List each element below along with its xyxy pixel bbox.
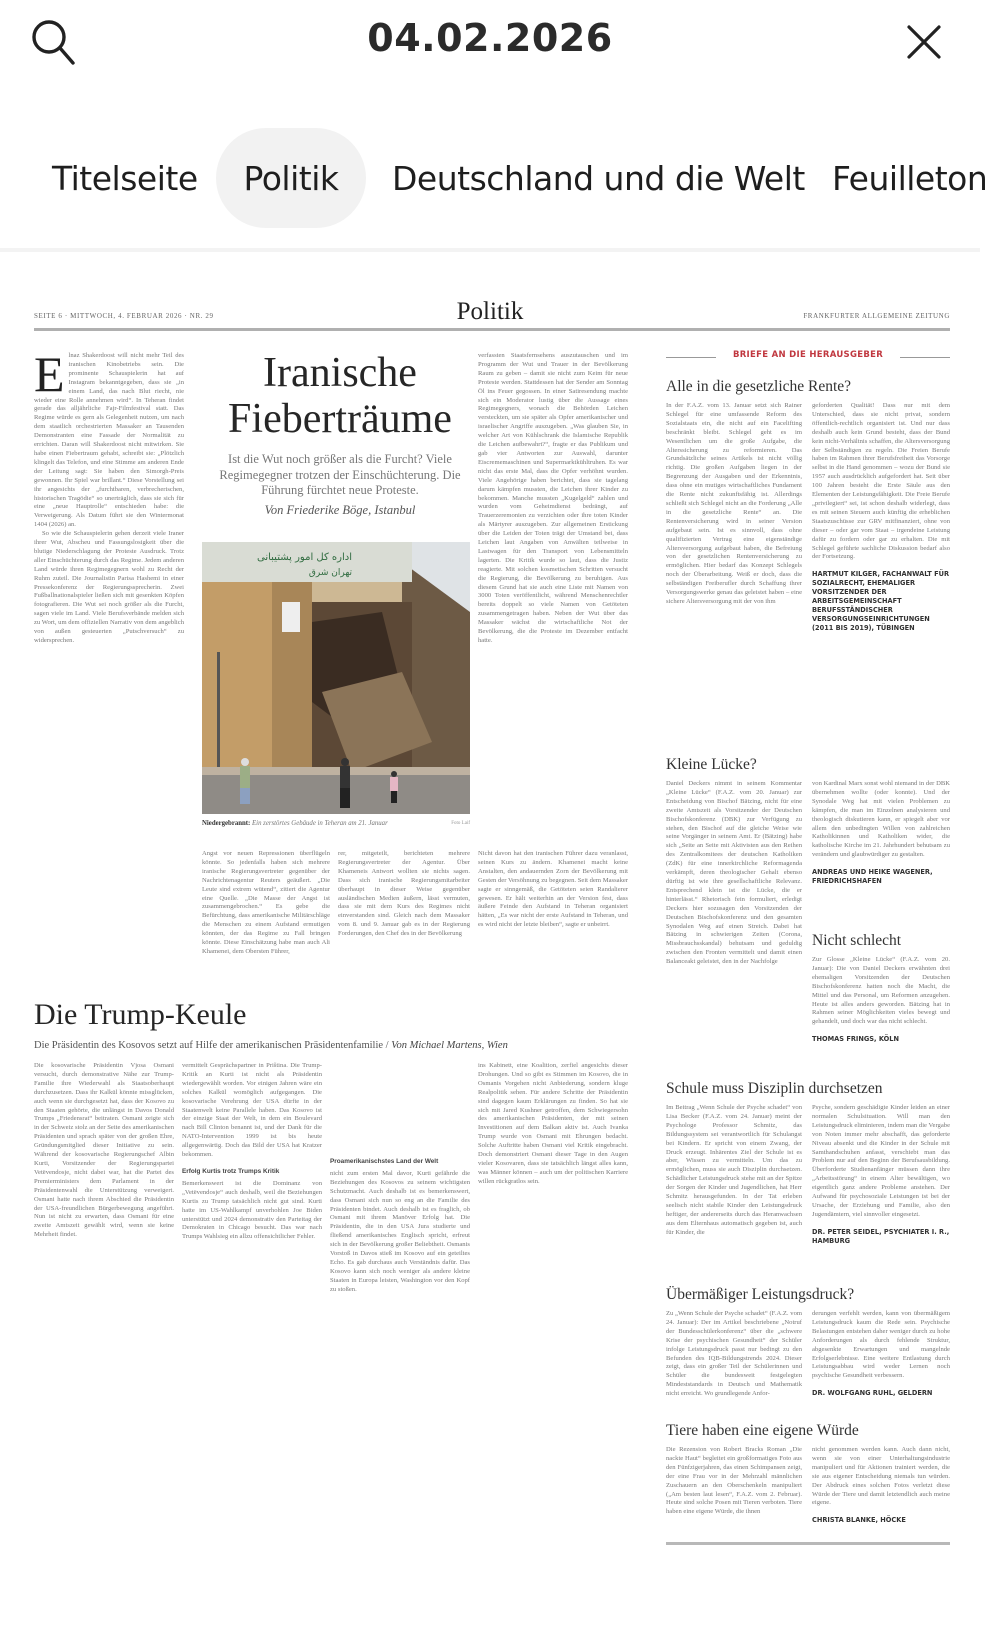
trump-column-2	[182, 1062, 322, 1617]
letter-luecke-text-a: Daniel Deckers nimmt in seinem Kommentar „Kleine Lücke“ (F.A.Z. vom 20. Januar) zur Entscheidung von Bischof Bätzing, nicht für eine zweite Amtszeit als Vorsitzender der Deutschen Bischofskonferenz (DBK) zur Verfügung zu stehen, den Bischof auf die gleiche Weise wie seine Vorgänger in seinem Amt. Er (Bätzing) habe sich „Seite an Seite mit Aktivisten aus den Reihen des Zentralkomitees der deutschen Katholiken (ZdK) für eine innerkirchliche Reformagenda verkämpft, deren theologischer Gehalt ebenso dürftig ist wie ihre gesellschaftliche Relevanz. Entsprechend klein ist die Lücke, die er hinterlässt.“ Rhetorisch fein formuliert, erledigt Deckers hier sozusagen den Vorsitzenden der Deutschen Bischofskonferenz und den gesamten Synodalen Weg auf einen Streich. Dabei hat Bätzing in schwierigen Zeiten (Corona, Missbrauchsskandal) behutsam und geduldig zwischen den Fronten vermittelt und damit einen Balanceakt geleistet, den in der Nachfolge	[666, 780, 802, 966]
letter-leistung-text-b: derungen verfehlt werden, kann von übermäßigem Leistungsdruck kaum die Rede sein. Psychische Belastungen entstehen daher weniger durch zu hohe Anforderungen als durch fehlende Struktur, abgesenkte Erwartungen und mangelnde Erfolgserlebnisse. Eine weitere Entlastung durch Leistungsabbau wird weder Lernen noch psychische Gesundheit verbessern.	[812, 1310, 950, 1380]
trump-col2-text: vermittelt Gesprächspartner in Priština. Die Trump-Kritik an Kurti ist nicht als Präsidentin wiedergewählt worden. Vor einigen Jahren wäre ein solches Kalkül womöglich aufgegangen. Die kosovarische Verehrung der USA dürfte in der Staatenwelt keine Parallele haben. Das Kosovo ist der einzige Staat der Welt, in dem ein Boulevard nach Bill Clinton benannt ist, und der Dank für die NATO-Intervention 1999 ist bis heute allgegenwärtig. Doch das Bild der USA hat Kratzer bekommen.	[182, 1062, 322, 1159]
photo-caption	[202, 820, 470, 827]
top-bar	[0, 0, 980, 90]
svg-text:اداره کل امور پشتیبانی: اداره کل امور پشتیبانی	[257, 552, 352, 563]
trump-column-1	[34, 1062, 174, 1617]
iran-col1-text: lnaz Shakerdoost will nicht mehr Teil des iranischen Kinobetriebs sein. Die prominente Schauspielerin hat auf Instagram bekanntgegeben, dass sie „in einem Land, das nach Blut riecht, nie wieder eine Rolle annehmen wird“. In Teheran findet gerade das alljährliche Fajr-Filmfestival statt. Das Regime würde es gern als Gelegenheit nutzen, um nach dem staatlich orchestrierten Massaker an Tausenden Demonstranten eine Fassade der Normalität zu errichten. Daran will Shakerdoost nicht mitwirken. Sie habe einen Fiebertraum gehabt, schreibt sie: „Plötzlich klingelt das Telefon, und eine Stimme am anderen Ende der Leitung sagt: Sie haben den Simorgh-Preis gewonnen. Ihr Spiel war brillant.“ Diese Vorstellung sei ihr angesichts der „furchtbaren, verbrecherischen, historischen Tragödie“ so unerträglich, dass sie sich für eine „neue Hauptrolle“ entschieden habe: die Verweigerung. Als Datum führt sie den Wintermonat 1404 (2026) an.	[34, 352, 184, 529]
tab-politik[interactable]: Politik	[216, 128, 366, 228]
letter-leistung-col-b	[812, 1310, 950, 1418]
iran-title-line2: Fieberträume	[228, 396, 452, 442]
letter-schlecht-col	[812, 956, 950, 1068]
trump-col2b-text: Bemerkenswert ist die Dominanz von „Vetëvendosje“ auch deshalb, weil die Beziehungen Kurtis zu Trump tatsächlich nicht gut sind. Kurti hatte im US-Wahlkampf unverhohlen Joe Biden unterstützt und 2024 demonstrativ den Parteitag der Demokraten in Chicago besucht. Das war nach Trumps Wahlsieg ein allzu offensichtlicher Fehler.	[182, 1179, 322, 1241]
iran-lower-left	[202, 850, 330, 955]
issue-date: 04.02.2026	[367, 16, 613, 60]
trump-subhead-1: Erfolg Kurtis trotz Trumps Kritik	[182, 1167, 280, 1175]
letter-rente-col-b	[812, 402, 950, 742]
caption-text: Ein zerstörtes Gebäude in Teheran am 21. Januar	[252, 820, 388, 827]
letter-luecke-signature: ANDREAS UND HEIKE WAGENER, FRIEDRICHSHAFEN	[812, 868, 933, 886]
caption-bold: Niedergebrannt:	[202, 820, 251, 827]
letter-tiere-col-b	[812, 1446, 950, 1536]
section-tabs	[0, 128, 987, 228]
letter-rente-text-a: In der F.A.Z. vom 13. Januar setzt sich Rainer Schlegel für eine umfassende Reform des Sozialstaats ein, die nicht auf ein Facelifting beschränkt bleibt. Schlegel geht es im Wesentlichen um die große Aufgabe, die Alterssicherung zu reformieren. Das Grundsätzliche seines Artikels ist nicht völlig richtig. Die großen Aufgaben liegen in der Begrenzung der Ausgaben und der Erkenntnis, dass ohne ein mutiges wirtschaftliches Fundament die Rente nicht zukunftsfähig ist. Allerdings schließt sich Schlegel nicht an die Forderung „Alle in die gesetzliche Rente“ an. Die Rentenversicherung wird in seiner Version aufgebaut sein. Ist es sinnvoll, dass ohne qualifizierten Vertrag eine eigenständige Altersversorgung aufgebaut haben, die Befreiung von der gesetzlichen Rentenversicherung zu ermöglichen. Hier bedarf das Konzept Schlegels noch der Überarbeitung. Weiß er doch, dass die selbständigen Freiberufler durch Schaffung ihrer Versorgungswerke genau das geleistet haben – eine sichere Altersversorgung mit der von ihm	[666, 402, 802, 605]
close-button[interactable]	[896, 14, 952, 70]
masthead-rule	[34, 328, 950, 331]
trump-subtitle: Die Präsidentin des Kosovos setzt auf Hilfe der amerikanischen Präsidentenfamilie /	[34, 1040, 392, 1051]
letter-disziplin-text-a: Im Beitrag „Wenn Schule der Psyche schadet“ von Lisa Becker (F.A.Z. vom 24. Januar) meint der Psychologe Professor Schmitz, das Bildungssystem sei verantwortlich für Schulangst bei Kindern. Er spricht von einem Zwang, der Druck erzeugt. Inhärentes Ziel der Schule ist es aber, Wissen zu vermitteln. Um das zu ermöglichen, muss sie auch Disziplin durchsetzen. Schädlicher Leistungsdruck stehe mit an der Spitze der Sorgen der Kinder und Jugendlichen, hat Herr Schmitz herausgefunden. In der Tat erleben seelisch nicht stabile Kinder den Leistungsdruck heftiger, der andererseits durch das Heranwachsen aus dem Elternhaus automatisch gegeben ist, auch für Kinder, die	[666, 1104, 802, 1236]
tab-titelseite[interactable]: Titelseite	[52, 158, 198, 198]
letter-schlecht-signature: THOMAS FRINGS, KÖLN	[812, 1035, 899, 1044]
letter-tiere-text-a: Die Rezension von Robert Bracks Roman „Die nackte Haut“ begleitet ein großformatiges Foto aus den Fünfzigerjahren, das einen Schimpansen zeigt, der eine Frau vor in der Mehrzahl männlichen Zuschauern an den Oberschenkeln manipuliert („Am besten laut lesen“, F.A.Z. vom 2. Februar). Heute sind solche Posen mit Tieren verboten. Tiere haben eine eigene Würde, die ihnen	[666, 1446, 802, 1516]
trump-col3-text: nicht zum ersten Mal davor, Kurti gefährde die Beziehungen des Kosovos zu seinem wichtigsten Schutzmacht. Auch deshalb ist es bemerkenswert, dass Osmani sich nun so eng an die Familie des Präsidenten bindet. Auch deshalb ist es fraglich, ob Osmani mit ihrem Manöver Erfolg hat. Die Präsidentin, die in den USA Jura studierte und fließend amerikanisches Englisch spricht, erfreut sich in der Bevölkerung großer Beliebtheit. Osmanis Vorstoß in Davos stieß im Kosovo auf ein geteiltes Echo. Es gab durchaus auch Verständnis dafür. Das Kosovo kann sich noch weniger als andere kleine Staaten in Europa leisten, Washington vor den Kopf zu stoßen.	[330, 1169, 470, 1293]
letters-bottom-rule	[666, 1542, 950, 1545]
iran-column-1	[34, 346, 184, 942]
letter-leistung-text-a: Zu „Wenn Schule der Psyche schadet“ (F.A.Z. vom 24. Januar): Der im Artikel beschriebene „Notruf der Bundesschülerkonferenz“ über die „schwere Krise der psychischen Gesundheit“ der Schüler infolge Leistungsdruck passt nur bedingt zu den Befunden des IQB-Bildungstrends 2024. Dieser zeigt, dass ein großer Teil der Schülerinnen und Schüler die bundesweit festgelegten Mindeststandards in Deutsch und Mathematik nicht erreicht. Wo grundlegende Anfor-	[666, 1310, 802, 1398]
letter-rente-signature: HARTMUT KILGER, FACHANWALT FÜR SOZIALRECHT, EHEMALIGER VORSITZENDER DER ARBEITSGEMEINSCHAFT BERUFSSTÄNDISCHER VERSORGUNGSEINRICHTUNGEN (2011 BIS 2019), TÜBINGEN	[812, 570, 950, 633]
close-icon	[904, 22, 944, 62]
trump-title: Die Trump-Keule	[34, 998, 247, 1031]
iran-lower-text-a: Angst vor neuen Repressionen überflügeln könnte. So jedenfalls haben sich mehrere iranische Regierungsvertreter gegenüber der Nachrichtenagentur Reuters geäußert. „Die Leute sind extrem wütend“, zitiert die Agentur eine Quelle. „Die Masse der Angst ist zusammengebrochen.“ Es gebe die Befürchtung, dass amerikanische Militärschläge die Menschen zu einem Aufstand ermutigen könnten, der das Regime zu Fall bringen könnte. Diese Einschätzung habe man auch Ali Khamenei, dem Obersten Führer,	[202, 850, 330, 955]
trump-author: Von Michael Martens, Wien	[391, 1040, 508, 1051]
trump-subtitle-block	[34, 1040, 508, 1051]
trump-col1-text: Die kosovarische Präsidentin Vjosa Osmani versucht, durch demonstrative Nähe zur Trump-Familie ihre Wiederwahl als Staatsoberhaupt durchzusetzen. Dass ihr Kalkül könnte missglücken, auch wenn sie durchgesetzt hat, dass der Kosovo zu den Staaten gehörte, die unlängst in Davos Donald Trumps „Friedensrat“ beitraten. Osmani zeigte sich in der Schweiz stolz an der Seite des amerikanischen Präsidenten und sprach später von der großen Ehre, Gründungsmitglied dieser Initiative zu sein. Während der kosovarische Regierungschef Albin Kurti, Vorsitzender der Regierungspartei Vetëvendosje, nicht dabei war, hat die Partei des Premierministers dem Parlament in der Präsidentenwahl die Unterstützung verweigert. Osmani hatte nach ihrem Abschied die Präsidentin der USA-freundlichen Bürgerbewegung angeführt. Nun ist nicht zu erwarten, dass Osmani für eine zweite Amtszeit gewählt wird, wenn sie keine Mehrheit findet.	[34, 1062, 174, 1239]
iran-col2-text: verfassten Staatsfernsehens auszutauschen und im Programm der Wut und Trauer in der Bevölkerung Raum zu geben – damit sie nicht zum Keim für neue Proteste werden. Stattdessen hat der Sender am Sonntag Öl ins Feuer gegossen. In einer Satiresendung machte sich ein Moderator lustig über die Aussage eines Regimegegners, wonach die Behörden Leichen versteckten, um sie später als Opfer amerikanischer und israelischer Angriffe auszugeben. „Was glauben Sie, in welcher Art von Kühlschrank die Islamische Republik die Leichen aufbewahrt?“, fragte er das Publikum und gab vier Antworten zur Auswahl, darunter Eiscrememaschinen und Supermarktkühltruhen. Es war nicht das erste Mal, dass die Opfer verhöhnt wurden. Viele Angehörige haben berichtet, dass sie tagelang darum kämpfen mussten, die Leichen ihrer Kinder zu bekommen. Manche mussten „Kugelgeld“ zahlen und wurden vom Geheimdienst bedrängt, auf Trauerzeremonien zu verzichten oder ihre toten Kinder als Märtyrer auszugeben. Zur allgemeinen Erstickung über die Leiden der Toten trägt der Umstand bei, dass Leichen laut Angaben von Anwälten teilweise in Lastwagen für den Transport von Lebensmitteln lagerten. Die Kritik wurde so laut, dass die Justiz reagierte. Mit solchen kosmetischen Schritten versucht die Regierung, die Bevölkerung zu beruhigen. Aus diesem Grund hat sie auch eine Liste mit Namen von 3000 Toten veröffentlicht, während Menschenrechtler bereits doppelt so viele Namen von Getöteten zusammengetragen haben. Neben der Wut über das Massaker wächst die wirtschaftliche Not der Bevölkerung, die die Proteste im Dezember entfacht hatte.	[478, 352, 628, 644]
letter-rente-text-b: geforderten Qualität! Dass nur mit dem Unterschied, dass sie nicht privat, sondern öffentlich-rechtlich organisiert ist. Und nur dass deshalb auch kein Grund besteht, dass der Bund kein nicht-Verhältnis schaffen, die Altersversorgung der Selbständigen zu regeln. Die Freien Berufe haben im Rahmen ihrer Berufsfreiheit das Vorsorge selbst in die Hand genommen – wozu der Bund sie 1957 auch ausdrücklich aufgefordert hat. Seit über 100 Jahren besteht die Erste Säule aus den Elementen der Leistungsfähigkeit. Die Freie Berufe „privilegiert“ sei, ist schon deshalb widerlegt, dass es mit seinen Steuern auch künftig die erheblichen Staatszuschüsse zur GRV mitfinanziert, ohne von dieser – oder gar vom Staat – irgendeine Leistung dafür zu fordern oder gar zu erhalten. Die mit Schlegel geführte sachliche Diskussion bedarf also der Fortsetzung.	[812, 402, 950, 561]
masthead-newspaper-name: FRANKFURTER ALLGEMEINE ZEITUNG	[803, 312, 950, 320]
letter-tiere-text-b: nicht genommen werden kann. Auch dann nicht, wenn sie von einer Unterhaltungsindustrie manipuliert und für Aktionen trainiert werden, die sie aus eigener Entscheidung niemals tun würden. Der Abdruck eines solchen Fotos verletzt diese Würde der Tiere und damit letztendlich auch meine eigene.	[812, 1446, 950, 1507]
svg-text:تهران شرق: تهران شرق	[308, 568, 352, 578]
newspaper-page[interactable]	[30, 290, 950, 1630]
iran-col1-text2: So wie die Schauspielerin gehen derzeit viele Iraner ihrer Wut, Abscheu und Fassungslosigkeit über die blutige Niederschlagung der Proteste Ausdruck. Trotz aller Einschüchterung durch das Regime. Jedem anderen Land würde ihren Regimegegnern wohl zu Recht der Ruhm zuteil. Die Journalistin Parisa Hashemi in einer Pressekonferenz der Regierungssprecherin. Zwei Fußballnationalspieler ließen sich mit gesenkten Köpfen fotografieren. Die Wut sei noch größer als die Furcht, sagen viele im Land. Viele Berufsverbände melden sich zu Wort, um dem offiziellen Narrativ von dem angeblich von außen gesteuerten „Putschversuch“ zu widersprechen.	[34, 530, 184, 644]
masthead-section: Politik	[456, 298, 524, 325]
letter-luecke-col-b	[812, 780, 950, 920]
trump-col4-text: ins Kabinett, eine Koalition, zerfiel angesichts dieser Drohungen. Und so gibt es Stimmen im Kosovo, die in Osmanis Vorgehen nicht Anbiederung, sondern kluge Realpolitik sehen. Für andere Schritte der Präsidentin sind dagegen kaum Erklärungen zu finden. So hat sie sich mit Jared Kushner getroffen, dem Schwiegersohn des amerikanischen Präsidenten, der mit seinen Investitionen auf dem Balkan aktiv ist. Auch Ivanka Trump wurde von Osmani mit Ehrungen bedacht. Solche Auftritte haben Osmani viel Kritik eingebracht. Doch demonstriert Osmani dieser Tage in den Augen vieler Kosovaren, dass sie tatsächlich längst alles kann, was Männer können – auch um der politischen Karriere willen rückgratlos sein.	[478, 1062, 628, 1185]
letter-tiere-col-a	[666, 1446, 802, 1536]
iran-column-2b	[478, 850, 628, 942]
tabs-divider	[0, 248, 980, 252]
letter-title-leistungsdruck: Übermäßiger Leistungsdruck?	[666, 1286, 855, 1303]
letter-disziplin-col-b	[812, 1104, 950, 1282]
letters-banner	[666, 350, 950, 364]
letter-leistung-signature: DR. WOLFGANG RUHL, GELDERN	[812, 1389, 933, 1398]
iran-lower-right	[338, 850, 470, 942]
iran-author: Von Friederike Böge, Istanbul	[264, 502, 416, 517]
letter-title-tiere: Tiere haben eine eigene Würde	[666, 1422, 859, 1439]
letter-disziplin-signature: DR. PETER SEIDEL, PSYCHIATER I. R., HAMBURG	[812, 1227, 950, 1245]
letter-title-rente: Alle in die gesetzliche Rente?	[666, 378, 852, 395]
trump-subhead-2: Proamerikanischstes Land der Welt	[330, 1158, 439, 1165]
letter-title-disziplin: Schule muss Disziplin durchsetzen	[666, 1080, 883, 1097]
building-photo-illustration	[202, 542, 470, 814]
photo-credit: Foto Laif	[451, 821, 470, 826]
letter-luecke-col-a	[666, 780, 802, 1070]
destroyed-building-photo	[202, 542, 470, 814]
letter-disziplin-text-b: Psyche, sondern geschädigte Kinder leiden an einer normalen Schulsituation. Will man den Leistungsdruck eliminieren, indem man die Vergabe von Noten immer mehr abschafft, das geforderte Niveau absenkt und die Kinder in der Schule mit Samthandschuhen anfasst, verschiebt man das Problem nur auf den Beginn der Berufsausbildung. Überforderte Studienanfänger müssen dann ihre „Arbeitsstörung“ in einem Alter bewältigen, wo eigentlich ganz andere Probleme anstehen. Der Aufwand für psychosoziale Leistungen ist bei der Ursache, der Erziehung und Familie, also den Jugendämtern, viel sinnvoller eingesetzt.	[812, 1104, 950, 1218]
masthead-page-info: SEITE 6 · MITTWOCH, 4. FEBRUAR 2026 · NR. 29	[34, 312, 214, 320]
iran-headline-block	[200, 350, 480, 518]
iran-title-line1: Iranische	[263, 350, 417, 396]
letter-title-nicht-schlecht: Nicht schlecht	[812, 932, 902, 949]
iran-lower-text-c: Nicht davon hat den iranischen Führer dazu veranlasst, seinen Kurs zu ändern. Khamenei macht keine Anstalten, den andauernden Zorn der Bevölkerung mit Gesten der Versöhnung zu begegnen. Seit dem Massaker sagte er sinngemäß, die Getöteten seien Randalierer gewesen. Er hält weiterhin an der Version fest, dass äußere Feinde den Aufstand in Teheran organisiert hätten, „Es war nicht der erste Aufstand in Teheran, und es wird nicht der letzte bleiben“, sagte er unbeirrt.	[478, 850, 628, 929]
dropcap: E	[34, 346, 65, 402]
letter-leistung-col-a	[666, 1310, 802, 1418]
letter-title-kleine-luecke: Kleine Lücke?	[666, 756, 757, 773]
letters-banner-label: BRIEFE AN DIE HERAUSGEBER	[732, 350, 884, 360]
iran-lower-text-b: rer, mitgeteilt, berichteten mehrere Regierungsvertreter der Agentur. Über Khameneis Antwort wollten sie nichts sagen. Dass sich iranische Regierungsmitarbeiter überhaupt in dieser Weise gegenüber ausländischen Medien äußern, lässt vermuten, dass sie mit dem Kurs des Regimes nicht einverstanden sind. Gleich nach dem Massaker vom 8. und 9. Januar gab es in der Regierung Forderungen, den Chef des in der Bevölkerung	[338, 850, 470, 938]
page-masthead	[30, 290, 950, 330]
tab-deutschland-und-die-welt[interactable]: Deutschland und die Welt	[392, 158, 805, 198]
trump-column-3	[330, 1062, 470, 1617]
letter-rente-col-a	[666, 402, 802, 742]
letter-tiere-signature: CHRISTA BLANKE, HÖCKE	[812, 1516, 906, 1525]
letter-disziplin-col-a	[666, 1104, 802, 1272]
letter-schlecht-text: Zur Glosse „Kleine Lücke“ (F.A.Z. vom 20. Januar): Die von Daniel Deckers erwähnten drei ehemaligen Vorsitzenden der Deutschen Bischofskonferenz hatten noch die Macht, die Mittel und das Personal, um Reformen anzugehen. Heute ist alles anders geworden. Bätzing hat in Rahmen seiner Möglichkeiten vieles bewegt und gehandelt, und doch war das nicht schlecht.	[812, 956, 950, 1026]
letter-luecke-text-b: von Kardinal Marx sonst wohl niemand in der DBK übernehmen wollte (oder konnte). Und der Synodale Weg hat mit vielen Problemen zu kämpfen, die man im Einzelnen analysieren und theologisch diskutieren kann, er spiegelt aber vor allem den unbedingten Willen von zahlreichen Katholikinnen und Katholiken wider, die katholische Kirche im 21. Jahrhundert behutsam zu verändern und glaubwürdiger zu gestalten.	[812, 780, 950, 859]
tab-feuilleton[interactable]: Feuilleton	[832, 158, 987, 198]
trump-column-4	[478, 1062, 628, 1617]
iran-subtitle: Ist die Wut noch größer als die Furcht? Viele Regimegegner trotzen der Einschüchterung. Die Führung fürchtet neue Proteste.	[219, 452, 461, 497]
